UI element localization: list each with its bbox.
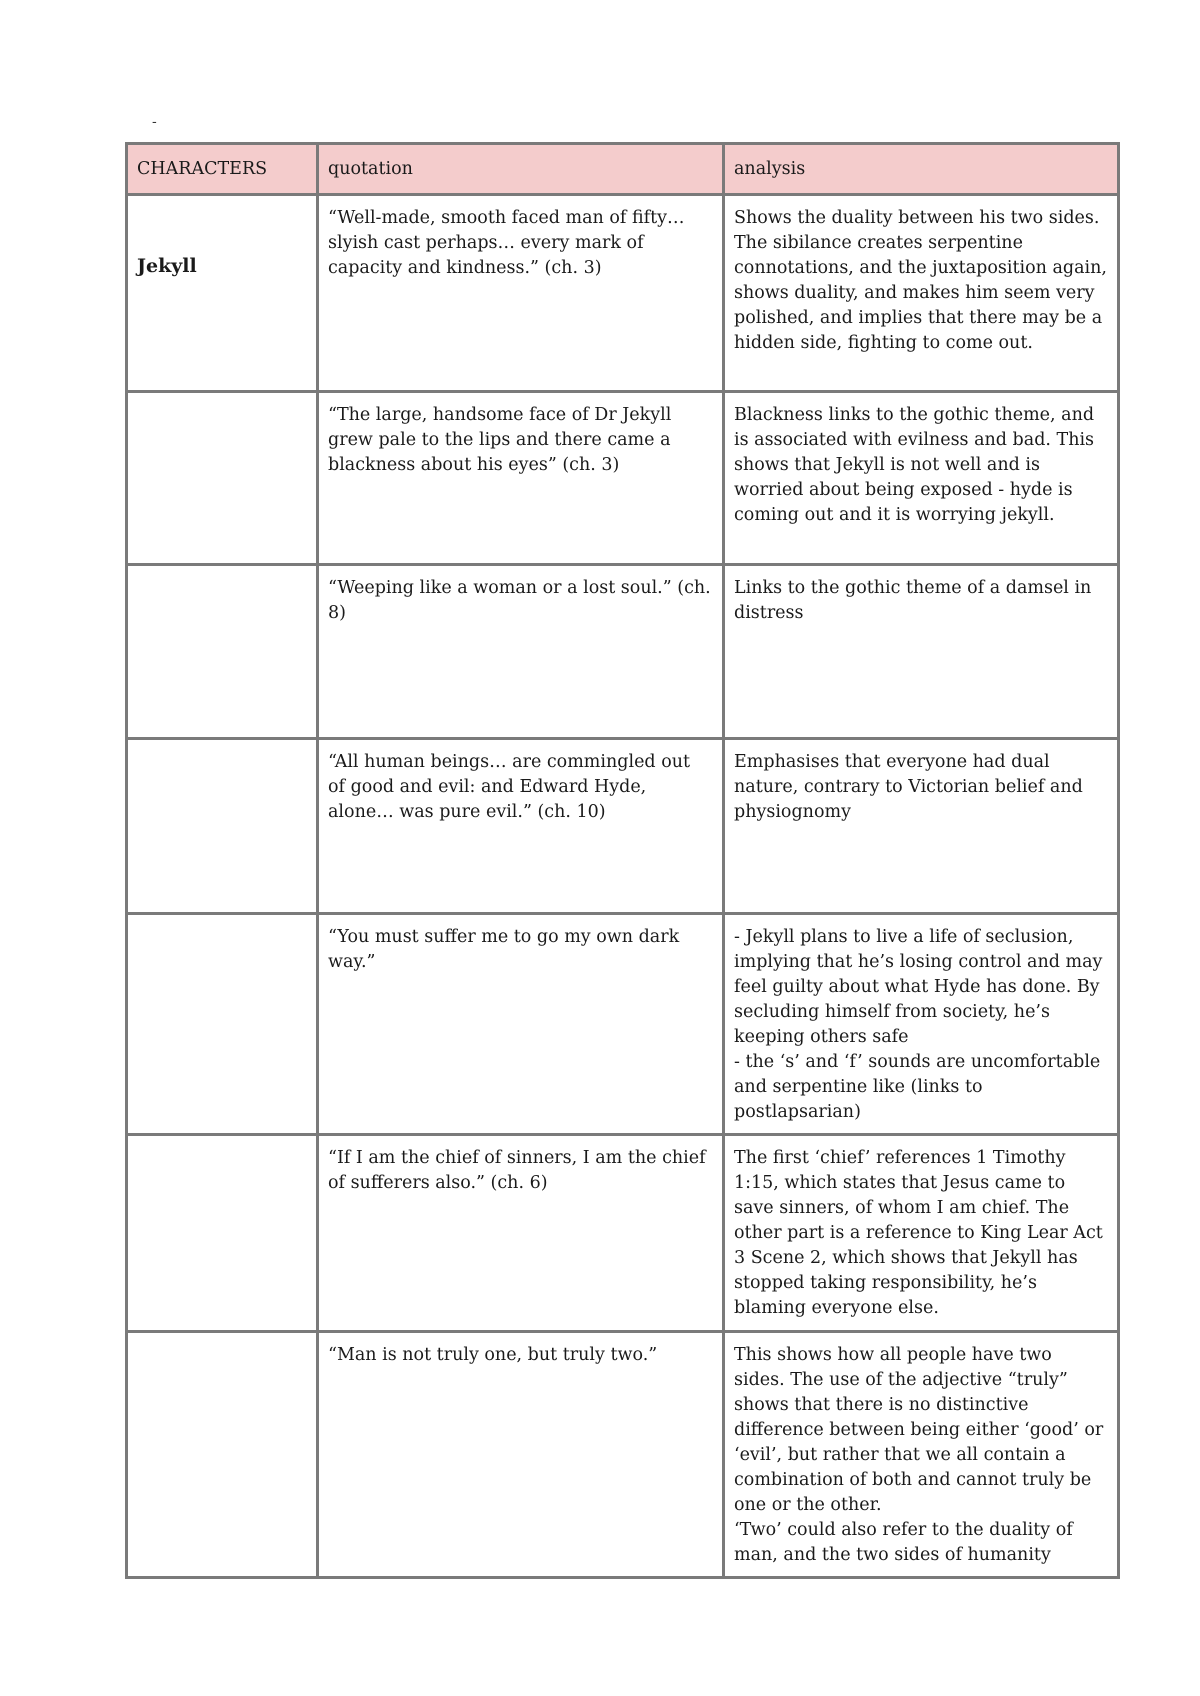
- table-header-row: [127, 144, 1119, 195]
- analysis-text: Blackness links to the gothic theme, and is associated with evilness and bad. This shows that Jekyll is not well and is worried about being exposed - hyde is coming out and it is worrying jekyll.: [734, 405, 1095, 525]
- character-quotation-table: [125, 142, 1120, 1579]
- header-characters: CHARACTERS: [127, 144, 318, 195]
- analysis-cell: [724, 392, 1119, 565]
- quotation-cell: “All human beings… are commingled out of good and evil: and Edward Hyde, alone… was pure evil.” (ch. 10): [318, 739, 724, 914]
- quotation-cell: “Weeping like a woman or a lost soul.” (ch. 8): [318, 565, 724, 739]
- analysis-text: Links to the gothic theme of a damsel in distress: [734, 578, 1092, 623]
- table-row: [127, 195, 1119, 392]
- character-cell: [127, 195, 318, 392]
- table-row: [127, 914, 1119, 1135]
- quotation-cell: “If I am the chief of sinners, I am the chief of sufferers also.” (ch. 6): [318, 1135, 724, 1332]
- analysis-cell: [724, 565, 1119, 739]
- header-quotation: quotation: [318, 144, 724, 195]
- quotation-cell: “You must suffer me to go my own dark way.”: [318, 914, 724, 1135]
- analysis-cell: [724, 195, 1119, 392]
- table-row: [127, 739, 1119, 914]
- header-analysis: analysis: [724, 144, 1119, 195]
- quotation-cell: “Man is not truly one, but truly two.”: [318, 1332, 724, 1578]
- analysis-text: This shows how all people have two sides. The use of the adjective “truly” shows that there is no distinctive difference between being either ‘good’ or ‘evil’, but rather that we all contain a combination of both and cannot truly be one or the other.: [734, 1345, 1104, 1515]
- analysis-cell: [724, 1135, 1119, 1332]
- analysis-text: Emphasises that everyone had dual nature, contrary to Victorian belief and physiognomy: [734, 752, 1083, 822]
- character-name: Jekyll: [137, 255, 197, 277]
- analysis-cell: [724, 739, 1119, 914]
- analysis-text: The first ‘chief’ references 1 Timothy 1:15, which states that Jesus came to save sinners, of whom I am chief. The other part is a reference to King Lear Act 3 Scene 2, which shows that Jekyll has stopped taking responsibility, he’s blaming everyone else.: [734, 1148, 1103, 1318]
- analysis-text: ‘Two’ could also refer to the duality of man, and the two sides of humanity: [734, 1520, 1073, 1565]
- analysis-text: - the ‘s’ and ‘f’ sounds are uncomfortable and serpentine like (links to postlapsarian): [734, 1052, 1101, 1122]
- table-row: [127, 565, 1119, 739]
- stray-dash-mark: -: [152, 114, 157, 130]
- character-cell: [127, 1135, 318, 1332]
- analysis-cell: [724, 914, 1119, 1135]
- character-cell: [127, 1332, 318, 1578]
- table-row: [127, 1135, 1119, 1332]
- character-cell: [127, 392, 318, 565]
- quotation-cell: “The large, handsome face of Dr Jekyll grew pale to the lips and there came a blackness about his eyes” (ch. 3): [318, 392, 724, 565]
- quotation-cell: “Well-made, smooth faced man of fifty… slyish cast perhaps… every mark of capacity and kindness.” (ch. 3): [318, 195, 724, 392]
- character-cell: [127, 914, 318, 1135]
- character-cell: [127, 739, 318, 914]
- analysis-cell: [724, 1332, 1119, 1578]
- table-row: [127, 1332, 1119, 1578]
- character-cell: [127, 565, 318, 739]
- table-row: [127, 392, 1119, 565]
- analysis-text: Shows the duality between his two sides. The sibilance creates serpentine connotations, and the juxtaposition again, shows duality, and makes him seem very polished, and implies that there may be a hidden side, fighting to come out.: [734, 208, 1107, 353]
- analysis-text: - Jekyll plans to live a life of seclusion, implying that he’s losing control and may feel guilty about what Hyde has done. By secluding himself from society, he’s keeping others safe: [734, 927, 1103, 1047]
